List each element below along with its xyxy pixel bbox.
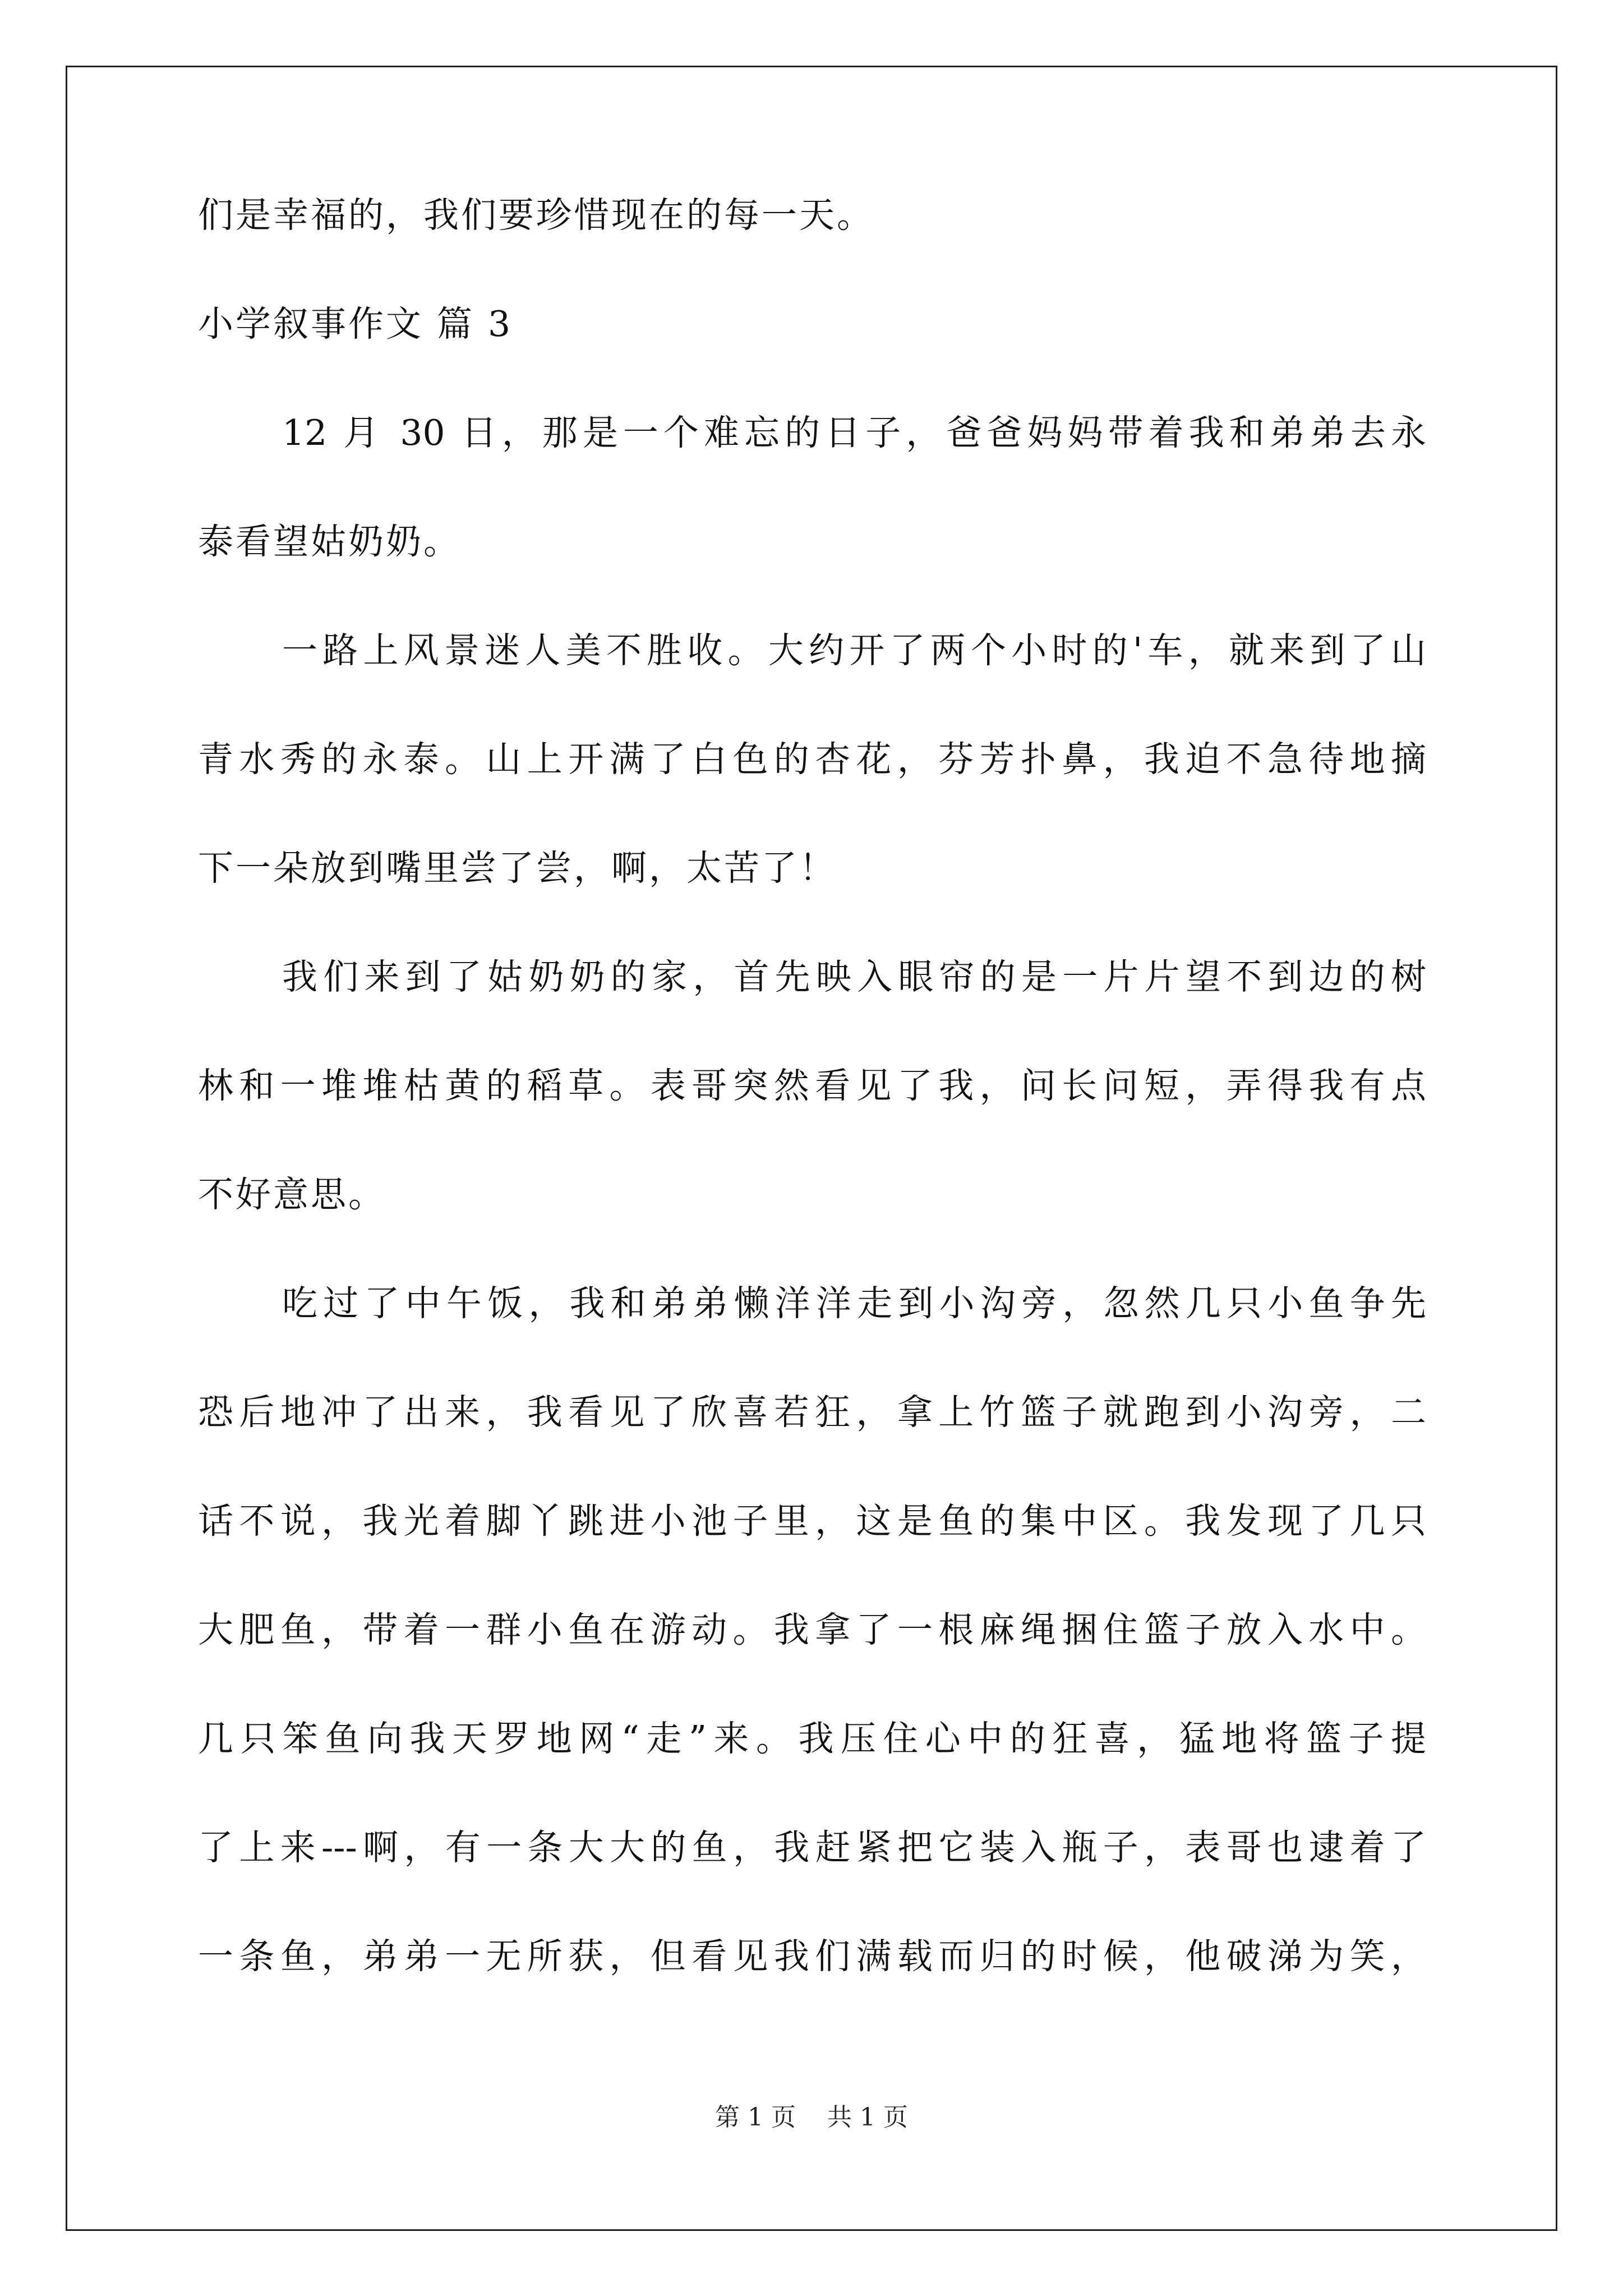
text-line: 们是幸福的，我们要珍惜现在的每一天。 <box>198 195 874 236</box>
text-line: 不好意思。 <box>198 1174 386 1215</box>
text-line: 我们来到了姑奶奶的家，首先映入眼帘的是一片片望不到边的树 <box>282 956 1426 997</box>
text-line: 几只笨鱼向我天罗地网“走”来。我压住心中的狂喜，猛地将篮子提 <box>198 1718 1426 1759</box>
page-footer <box>0 2105 1623 2130</box>
text-line: 一路上风景迷人美不胜收。大约开了两个小时的'车，就来到了山 <box>282 630 1426 671</box>
text-line: 12 月 30 日，那是一个难忘的日子，爸爸妈妈带着我和弟弟去永 <box>282 412 1426 453</box>
section-heading: 小学叙事作文 篇 3 <box>198 303 513 344</box>
text-line: 话不说，我光着脚丫跳进小池子里，这是鱼的集中区。我发现了几只 <box>198 1501 1426 1542</box>
text-line: 下一朵放到嘴里尝了尝，啊，太苦了！ <box>198 848 837 889</box>
text-line: 恐后地冲了出来，我看见了欣喜若狂，拿上竹篮子就跑到小沟旁，二 <box>198 1392 1426 1433</box>
text-line: 青水秀的永泰。山上开满了白色的杏花，芬芳扑鼻，我迫不急待地摘 <box>198 739 1426 780</box>
text-line: 林和一堆堆枯黄的稻草。表哥突然看见了我，问长问短，弄得我有点 <box>198 1065 1426 1106</box>
page-total: 共 1 页 <box>827 2103 908 2132</box>
text-line: 一条鱼，弟弟一无所获，但看见我们满载而归的时候，他破涕为笑， <box>198 1936 1426 1977</box>
page-number: 第 1 页 <box>715 2103 796 2132</box>
text-line: 吃过了中午饭，我和弟弟懒洋洋走到小沟旁，忽然几只小鱼争先 <box>282 1283 1426 1324</box>
page-border <box>66 66 1557 2231</box>
text-line: 泰看望姑奶奶。 <box>198 521 461 562</box>
text-line: 了上来---啊，有一条大大的鱼，我赶紧把它装入瓶子，表哥也逮着了 <box>198 1827 1426 1868</box>
text-line: 大肥鱼，带着一群小鱼在游动。我拿了一根麻绳捆住篮子放入水中。 <box>198 1609 1426 1650</box>
